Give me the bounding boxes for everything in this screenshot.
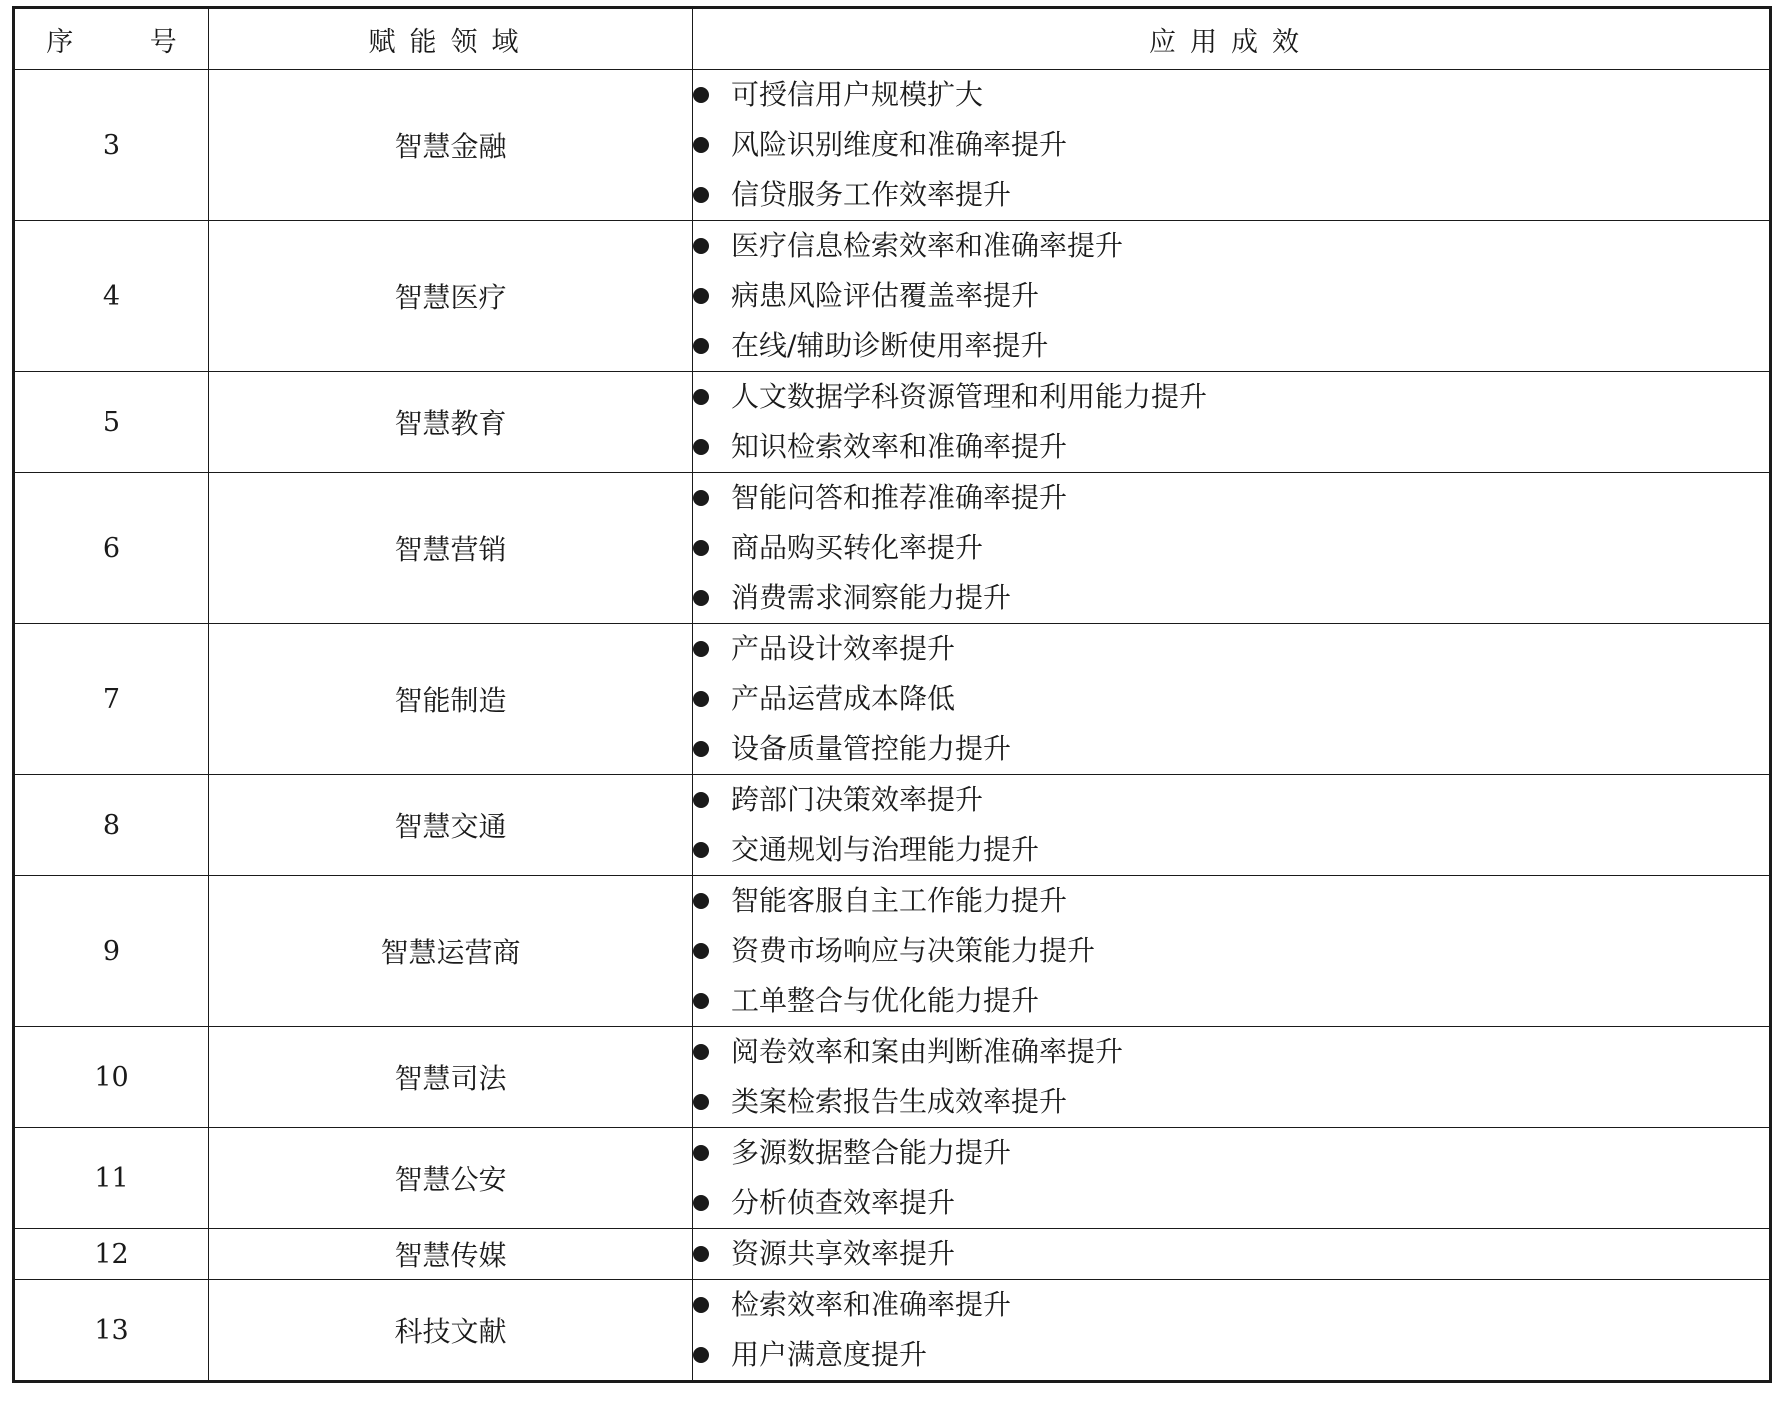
table-row bbox=[14, 473, 1771, 624]
row-field: 智慧金融 bbox=[209, 70, 693, 221]
effect-text: 类案检索报告生成效率提升 bbox=[731, 1085, 1068, 1118]
effect-text: 智能客服自主工作能力提升 bbox=[731, 884, 1068, 917]
effect-text: 资源共享效率提升 bbox=[731, 1237, 956, 1270]
list-item bbox=[693, 221, 1769, 271]
effect-text: 工单整合与优化能力提升 bbox=[731, 984, 1040, 1017]
bullet-icon bbox=[693, 1347, 709, 1363]
row-effects bbox=[693, 876, 1771, 1027]
list-item bbox=[693, 372, 1769, 422]
table-row bbox=[14, 876, 1771, 1027]
header-index: 序 号 bbox=[14, 8, 209, 70]
row-effects bbox=[693, 775, 1771, 876]
bullet-icon bbox=[693, 439, 709, 455]
row-field: 智慧医疗 bbox=[209, 221, 693, 372]
row-index: 6 bbox=[14, 473, 209, 624]
list-item bbox=[693, 422, 1769, 472]
bullet-icon bbox=[693, 1094, 709, 1110]
effect-text: 检索效率和准确率提升 bbox=[731, 1288, 1012, 1321]
row-effects bbox=[693, 1027, 1771, 1128]
row-field: 智慧传媒 bbox=[209, 1229, 693, 1280]
bullet-icon bbox=[693, 137, 709, 153]
list-item bbox=[693, 775, 1769, 825]
header-effect: 应用成效 bbox=[693, 8, 1771, 70]
row-index: 4 bbox=[14, 221, 209, 372]
bullet-icon bbox=[693, 590, 709, 606]
list-item bbox=[693, 1280, 1769, 1330]
list-item bbox=[693, 1128, 1769, 1178]
header-field: 赋能领域 bbox=[209, 8, 693, 70]
effects-list bbox=[693, 1128, 1769, 1228]
bullet-icon bbox=[693, 993, 709, 1009]
effect-text: 病患风险评估覆盖率提升 bbox=[731, 279, 1040, 312]
list-item bbox=[693, 724, 1769, 774]
effect-text: 用户满意度提升 bbox=[731, 1338, 928, 1371]
effect-text: 消费需求洞察能力提升 bbox=[731, 581, 1012, 614]
bullet-icon bbox=[693, 641, 709, 657]
row-field: 智慧教育 bbox=[209, 372, 693, 473]
effect-text: 阅卷效率和案由判断准确率提升 bbox=[731, 1035, 1124, 1068]
table-row bbox=[14, 1280, 1771, 1382]
bullet-icon bbox=[693, 1145, 709, 1161]
row-effects bbox=[693, 1229, 1771, 1280]
bullet-icon bbox=[693, 1195, 709, 1211]
row-index: 5 bbox=[14, 372, 209, 473]
bullet-icon bbox=[693, 943, 709, 959]
row-field: 智能制造 bbox=[209, 624, 693, 775]
bullet-icon bbox=[693, 238, 709, 254]
table-row bbox=[14, 1128, 1771, 1229]
row-index: 13 bbox=[14, 1280, 209, 1382]
list-item bbox=[693, 473, 1769, 523]
bullet-icon bbox=[693, 389, 709, 405]
row-index: 11 bbox=[14, 1128, 209, 1229]
effects-list bbox=[693, 775, 1769, 875]
row-effects bbox=[693, 473, 1771, 624]
table-row bbox=[14, 775, 1771, 876]
effect-text: 在线/辅助诊断使用率提升 bbox=[731, 329, 1049, 362]
effect-text: 资费市场响应与决策能力提升 bbox=[731, 934, 1096, 967]
effects-list bbox=[693, 1027, 1769, 1127]
row-index: 10 bbox=[14, 1027, 209, 1128]
table-body bbox=[14, 70, 1771, 1382]
list-item bbox=[693, 876, 1769, 926]
table-row bbox=[14, 372, 1771, 473]
bullet-icon bbox=[693, 792, 709, 808]
row-effects bbox=[693, 70, 1771, 221]
effect-text: 分析侦查效率提升 bbox=[731, 1186, 956, 1219]
application-effects-table bbox=[12, 6, 1772, 1383]
list-item bbox=[693, 1330, 1769, 1380]
effect-text: 人文数据学科资源管理和利用能力提升 bbox=[731, 380, 1208, 413]
effect-text: 设备质量管控能力提升 bbox=[731, 732, 1012, 765]
list-item bbox=[693, 624, 1769, 674]
effects-list bbox=[693, 1280, 1769, 1380]
bullet-icon bbox=[693, 187, 709, 203]
row-field: 智慧公安 bbox=[209, 1128, 693, 1229]
bullet-icon bbox=[693, 338, 709, 354]
list-item bbox=[693, 976, 1769, 1026]
effects-list bbox=[693, 221, 1769, 371]
bullet-icon bbox=[693, 1246, 709, 1262]
bullet-icon bbox=[693, 842, 709, 858]
effects-list bbox=[693, 876, 1769, 1026]
effect-text: 医疗信息检索效率和准确率提升 bbox=[731, 229, 1124, 262]
list-item bbox=[693, 1178, 1769, 1228]
effect-text: 交通规划与治理能力提升 bbox=[731, 833, 1040, 866]
row-index: 3 bbox=[14, 70, 209, 221]
bullet-icon bbox=[693, 893, 709, 909]
list-item bbox=[693, 523, 1769, 573]
row-field: 智慧运营商 bbox=[209, 876, 693, 1027]
table-row bbox=[14, 624, 1771, 775]
list-item bbox=[693, 573, 1769, 623]
effects-list bbox=[693, 1229, 1769, 1279]
list-item bbox=[693, 674, 1769, 724]
effects-list bbox=[693, 473, 1769, 623]
effect-text: 可授信用户规模扩大 bbox=[731, 78, 984, 111]
table-row bbox=[14, 1027, 1771, 1128]
table-row bbox=[14, 1229, 1771, 1280]
row-effects bbox=[693, 372, 1771, 473]
bullet-icon bbox=[693, 1044, 709, 1060]
table-row bbox=[14, 70, 1771, 221]
bullet-icon bbox=[693, 691, 709, 707]
row-field: 智慧营销 bbox=[209, 473, 693, 624]
list-item bbox=[693, 926, 1769, 976]
row-field: 智慧交通 bbox=[209, 775, 693, 876]
bullet-icon bbox=[693, 540, 709, 556]
list-item bbox=[693, 170, 1769, 220]
list-item bbox=[693, 1229, 1769, 1279]
effect-text: 产品运营成本降低 bbox=[731, 682, 956, 715]
effect-text: 商品购买转化率提升 bbox=[731, 531, 984, 564]
bullet-icon bbox=[693, 87, 709, 103]
table-container bbox=[12, 6, 1772, 1383]
list-item bbox=[693, 271, 1769, 321]
row-effects bbox=[693, 221, 1771, 372]
header-row bbox=[14, 8, 1771, 70]
bullet-icon bbox=[693, 288, 709, 304]
bullet-icon bbox=[693, 490, 709, 506]
effect-text: 风险识别维度和准确率提升 bbox=[731, 128, 1068, 161]
row-effects bbox=[693, 1280, 1771, 1382]
effect-text: 跨部门决策效率提升 bbox=[731, 783, 984, 816]
effects-list bbox=[693, 624, 1769, 774]
row-index: 12 bbox=[14, 1229, 209, 1280]
row-index: 8 bbox=[14, 775, 209, 876]
list-item bbox=[693, 70, 1769, 120]
list-item bbox=[693, 1027, 1769, 1077]
row-effects bbox=[693, 1128, 1771, 1229]
effects-list bbox=[693, 372, 1769, 472]
effect-text: 信贷服务工作效率提升 bbox=[731, 178, 1012, 211]
effects-list bbox=[693, 70, 1769, 220]
effect-text: 产品设计效率提升 bbox=[731, 632, 956, 665]
list-item bbox=[693, 321, 1769, 371]
bullet-icon bbox=[693, 741, 709, 757]
row-field: 科技文献 bbox=[209, 1280, 693, 1382]
list-item bbox=[693, 825, 1769, 875]
row-index: 9 bbox=[14, 876, 209, 1027]
effect-text: 多源数据整合能力提升 bbox=[731, 1136, 1012, 1169]
row-index: 7 bbox=[14, 624, 209, 775]
list-item bbox=[693, 120, 1769, 170]
effect-text: 智能问答和推荐准确率提升 bbox=[731, 481, 1068, 514]
table-row bbox=[14, 221, 1771, 372]
bullet-icon bbox=[693, 1297, 709, 1313]
row-field: 智慧司法 bbox=[209, 1027, 693, 1128]
list-item bbox=[693, 1077, 1769, 1127]
effect-text: 知识检索效率和准确率提升 bbox=[731, 430, 1068, 463]
row-effects bbox=[693, 624, 1771, 775]
